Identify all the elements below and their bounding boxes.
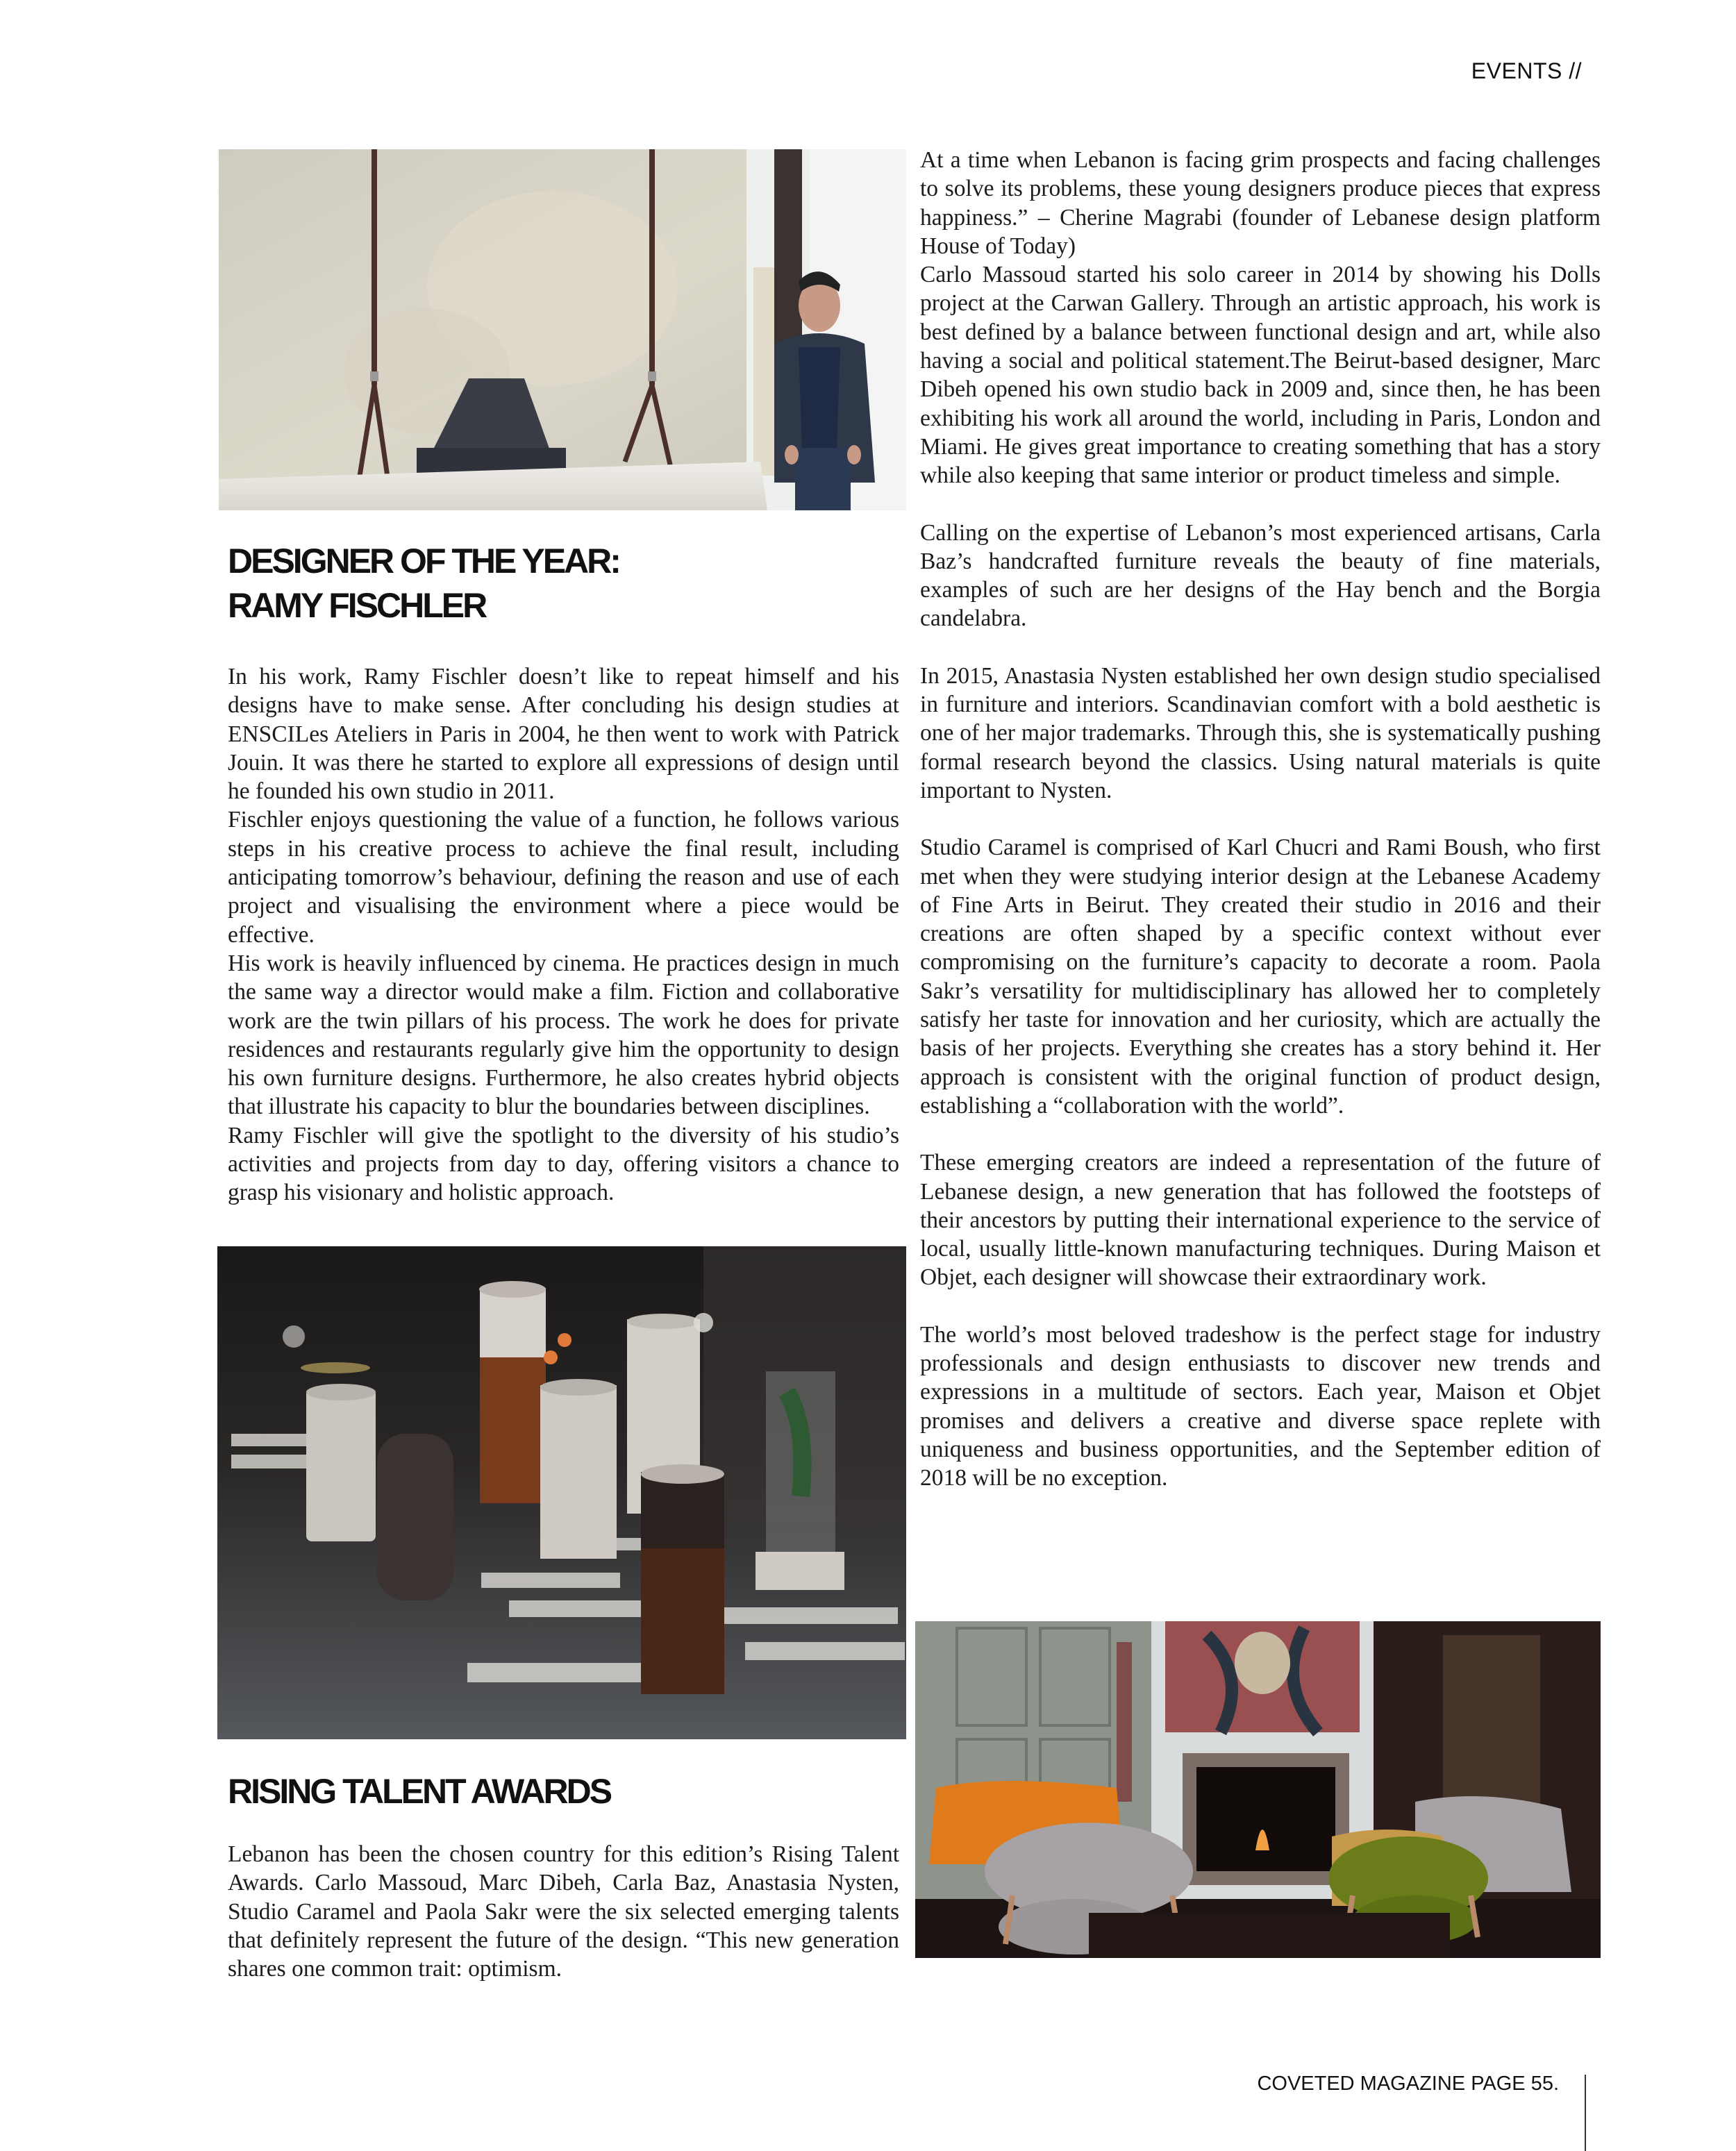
designer-paragraph: Fischler enjoys questioning the value of a function, he follows various steps in his creative process to achieve the final result, including anticipating tomorrow’s behaviour, defining the reason and use of each project and visualising the environment where a piece would be effective.	[228, 807, 899, 948]
rising-talent-paragraph: Lebanon has been the chosen country for this edition’s Rising Talent Awards. Carlo Massoud, Marc Dibeh, Carla Baz, Anastasia Nysten, Studio Caramel and Paola Sakr were the six selected emerging talents that definitely represent the future of the design. “This new generation shares one common trait: optimism.	[228, 1841, 899, 1982]
interior-photo-illustration	[915, 1621, 1601, 1958]
right-paragraph-nysten: In 2015, Anastasia Nysten established her own design studio specialised in furniture and interiors. Scandinavian comfort with a bold aesthetic is one of her major trademarks. Through this, she is systematically pushing formal research beyond the classics. Using natural materials is quite important to Nysten.	[920, 662, 1601, 803]
right-paragraph-emerging: These emerging creators are indeed a representation of the future of Lebanese design, a new generation that has followed the footsteps of their ancestors by putting their international experience to the service of local, usually little-known manufacturing techniques. During Maison et Objet, each designer will showcase their extraordinary work.	[920, 1150, 1601, 1291]
page-footer: COVETED MAGAZINE PAGE 55.	[1257, 2073, 1559, 2095]
designer-photo-illustration	[219, 149, 906, 510]
right-paragraph-baz: Calling on the expertise of Lebanon’s most experienced artisans, Carla Baz’s handcrafted furniture reveals the beauty of fine materials, examples of such are her designs of the Hay bench and the Borgia candelabra.	[920, 519, 1601, 632]
rising-talent-body	[228, 1840, 899, 1983]
designer-paragraph: His work is heavily influenced by cinema. He practices design in much the same way a director would make a film. Fiction and collaborative work are the twin pillars of his process. The work he does for private residences and restaurants regularly give him the opportunity to design his own furniture designs. Furthermore, he also creates hybrid objects that illustrate his capacity to blur the boundaries between disciplines.	[228, 950, 899, 1120]
designer-body	[228, 662, 899, 1207]
designer-section	[228, 539, 899, 628]
vases-photo	[217, 1246, 906, 1739]
section-tag: EVENTS //	[1471, 58, 1582, 83]
right-paragraph-caramel-sakr: Studio Caramel is comprised of Karl Chucri and Rami Boush, who first met when they were studying interior design at the Lebanese Academy of Fine Arts in Beirut. They created their studio in 2016 and their creations are often shaped by a specific context without ever compromising on the furniture’s capacity to decorate a room. Paola Sakr’s versatility for multidisciplinary has allowed her to completely satisfy her taste for innovation and her curiosity, which are actually the basis of her projects. Everything she creates has a story behind it. Her approach is consistent with the original function of product design, establishing a “collaboration with the world”.	[920, 835, 1601, 1119]
rising-talent-heading: RISING TALENT AWARDS	[228, 1772, 611, 1811]
designer-paragraph: Ramy Fischler will give the spotlight to the diversity of his studio’s activities and projects from day to day, offering visitors a chance to grasp his visionary and holistic approach.	[228, 1122, 899, 1206]
designer-heading-line2: RAMY FISCHLER	[228, 586, 486, 625]
designer-photo	[219, 149, 906, 510]
vases-photo-illustration	[217, 1246, 906, 1739]
interior-photo	[915, 1621, 1601, 1958]
right-paragraph-tradeshow: The world’s most beloved tradeshow is the perfect stage for industry professionals and design enthusiasts to discover new trends and expressions in a multitude of sectors. Each year, Maison et Objet promises and delivers a creative and diverse space replete with uniqueness and business opportunities, and the September edition of 2018 will be no exception.	[920, 1321, 1601, 1491]
footer-divider	[1585, 2075, 1586, 2151]
designer-heading-line1: DESIGNER OF THE YEAR:	[228, 542, 619, 580]
right-column-body	[920, 146, 1601, 1492]
designer-paragraph: In his work, Ramy Fischler doesn’t like to repeat himself and his designs have to make sense. After concluding his design studies at ENSCILes Ateliers in Paris in 2004, he then went to work with Patrick Jouin. It was there he started to explore all expressions of design until he founded his own studio in 2011.	[228, 664, 899, 805]
designer-heading	[228, 539, 899, 628]
right-paragraph-quote: At a time when Lebanon is facing grim prospects and facing challenges to solve its problems, these young designers produce pieces that express happiness.” – Cherine Magrabi (founder of Lebanese design platform House of Today)	[920, 147, 1601, 259]
right-paragraph-massoud-dibeh: Carlo Massoud started his solo career in 2014 by showing his Dolls project at the Carwan Gallery. Through an artistic approach, his work is best defined by a balance between functional design and art, while also having a social and political statement.The Beirut-based designer, Marc Dibeh opened his own studio back in 2009 and, since then, he has been exhibiting his work all around the world, including in Paris, London and Miami. He gives great importance to creating something that has a story while also keeping that same interior or product timeless and simple.	[920, 262, 1601, 489]
rising-talent-section	[228, 1769, 899, 1814]
